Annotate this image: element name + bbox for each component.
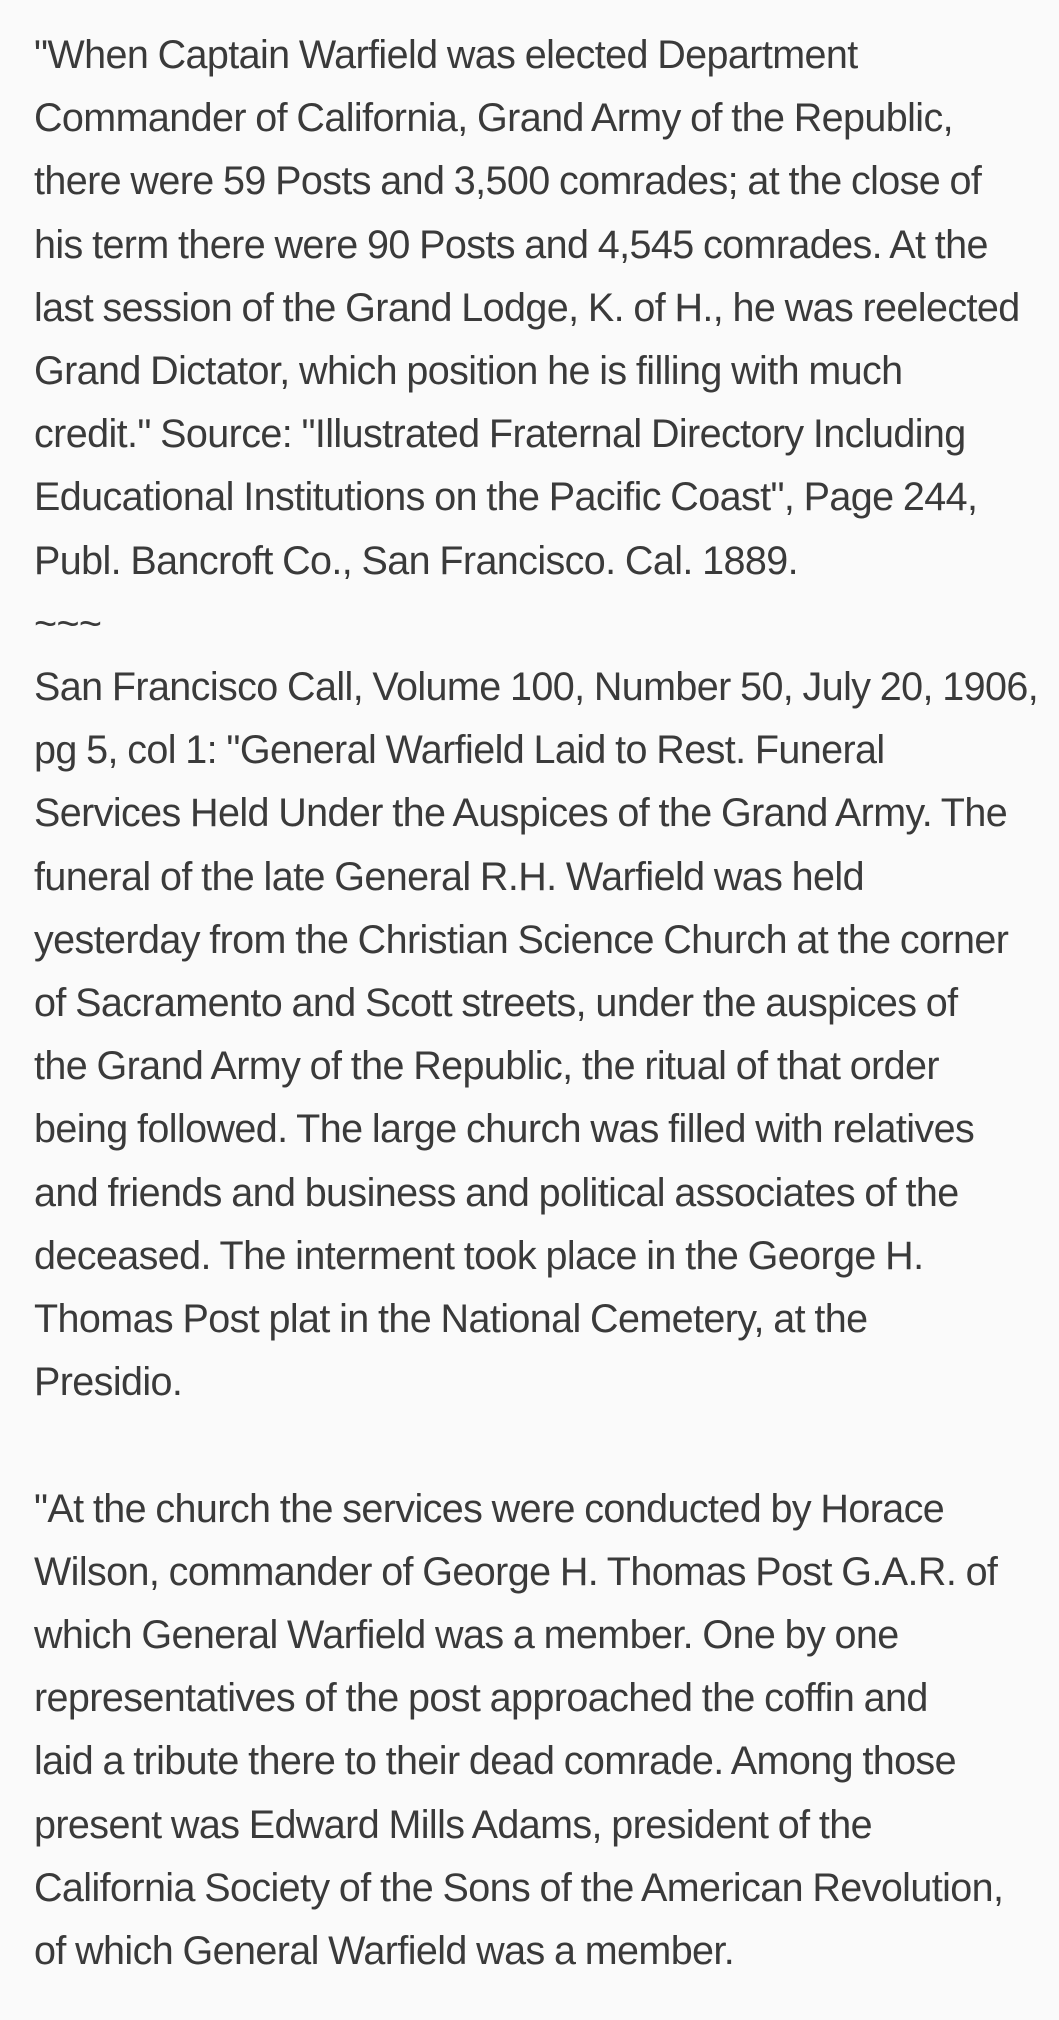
paragraph-sf-call-funeral: San Francisco Call, Volume 100, Number 50, July 20, 1906, pg 5, col 1: "General Warfield Laid to Rest. Funeral Services Held Under the Auspices of the Grand Army. The funeral of the late General R.H. Warfield was held yesterday from the Christian Science Church at the corner of Sacramento and Scott streets, under the auspices of the Grand Army of the Republic, the ritual of that order being followed. The large church was filled with relatives and friends and business and political associates of the deceased. The interment took place in the George H. Thomas Post plat in the National Cemetery, at the Presidio. — [34, 665, 1039, 1405]
document-body — [34, 24, 1054, 1983]
paragraph-church-services: "At the church the services were conducted by Horace Wilson, commander of George H. Thomas Post G.A.R. of which General Warfield was a member. One by one representatives of the post approached the coffin and laid a tribute there to their dead comrade. Among those present was Edward Mills Adams, president of the California Society of the Sons of the American Revolution, of which General Warfield was a member. — [34, 1486, 1004, 1974]
section-separator: ~~~ — [34, 601, 102, 646]
paragraph-fraternal-directory: "When Captain Warfield was elected Department Commander of California, Grand Army of the Republic, there were 59 Posts and 3,500 comrades; at the close of his term there were 90 Posts and 4,545 comrades. At the last session of the Grand Lodge, K. of H., he was reelected Grand Dictator, which position he is filling with much credit." Source: "Illustrated Fraternal Directory Including Educational Institutions on the Pacific Coast", Page 244, Publ. Bancroft Co., San Francisco. Cal. 1889. — [34, 33, 1020, 583]
paragraph-spacer — [34, 1414, 1054, 1477]
